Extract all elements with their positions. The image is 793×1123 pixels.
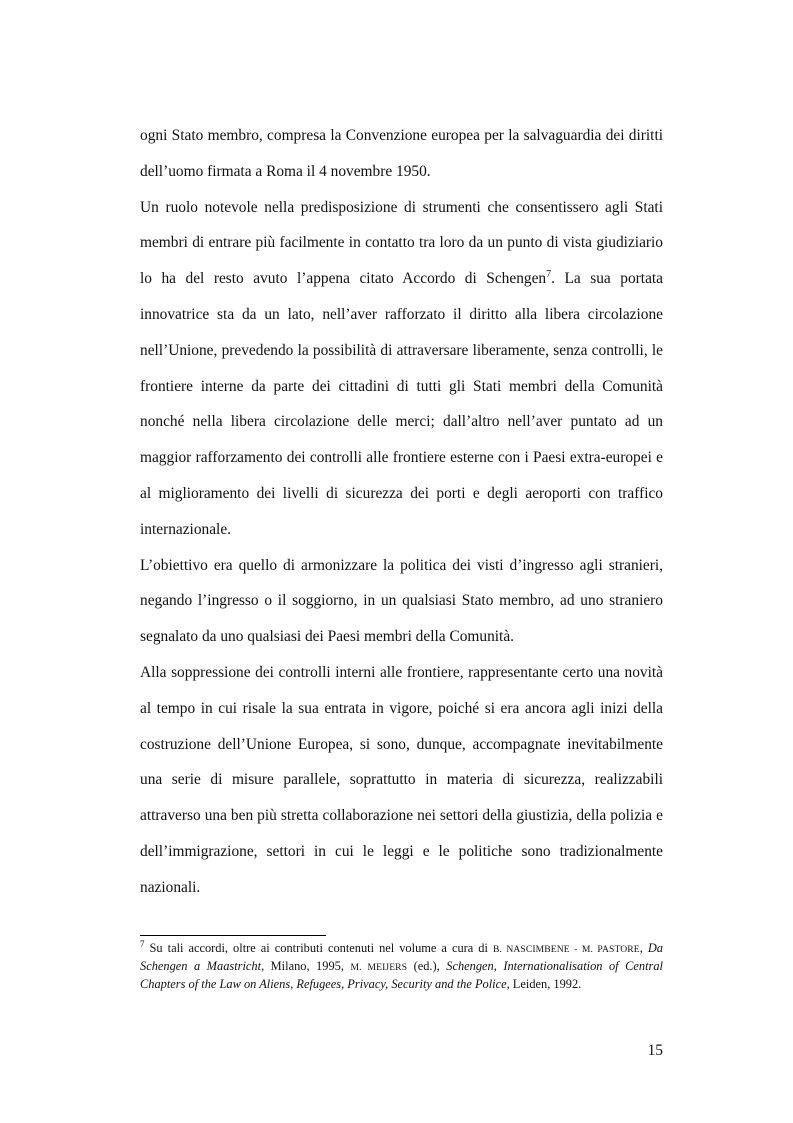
footnote-reference[interactable]: 7: [546, 269, 552, 281]
footnote-text-3: , Milano, 1995,: [261, 959, 351, 973]
footnote-author-1: B. NASCIMBENE - M. PASTORE: [492, 944, 640, 955]
paragraph-1: ogni Stato membro, compresa la Convenzione europea per la salvaguardia dei diritti dell’uomo firmata a Roma il 4 novembre 1950.: [140, 127, 663, 180]
footnote-title-1: Da Schengen a Maastricht: [140, 941, 663, 973]
paragraph-2-text-a: Un ruolo notevole nella predisposizione di strumenti che consentissero agli Stati membri di entrare più facilmente in contatto tra loro da un punto di vista giudiziario lo ha del resto avuto l’appena citato Accordo di Schengen: [140, 198, 663, 288]
footnote-divider: [140, 935, 326, 936]
body-text: [140, 118, 663, 906]
footnote-text-5: , Leiden, 1992.: [506, 977, 582, 991]
paragraph-4: Alla soppressione dei controlli interni alle frontiere, rappresentante certo una novità al tempo in cui risale la sua entrata in vigore, poiché si era ancora agli inizi della costruzione dell’Unione Europea, si sono, dunque, accompagnate inevitabilmente una serie di misure parallele, soprattutto in materia di sicurezza, realizzabili attraverso una ben più stretta collaborazione nei settori della giustizia, della polizia e dell’immigrazione, settori in cui le leggi e le politiche sono tradizionalmente nazionali.: [140, 663, 663, 896]
footnote-author-2: M. MEIJERS: [350, 962, 408, 973]
footnote-title-2: Schengen, Internationalisation of Central Chapters of the Law on Aliens, Refugees, Privacy, Security and the Police: [140, 959, 663, 991]
paragraph-2: [140, 190, 663, 548]
footnote-7: [140, 940, 663, 992]
paragraph-3: L’obiettivo era quello di armonizzare la politica dei visti d’ingresso agli stranieri, negando l’ingresso o il soggiorno, in un qualsiasi Stato membro, ad uno straniero segnalato da uno qualsiasi dei Paesi membri della Comunità.: [140, 556, 663, 646]
page-number: 15: [647, 1042, 663, 1059]
footnote-number: 7: [140, 938, 145, 949]
paragraph-2-text-b: . La sua portata innovatrice sta da un lato, nell’aver rafforzato il diritto alla libera circolazione nell’Unione, prevedendo la possibilità di attraversare liberamente, senza controlli, le frontiere interne da parte dei cittadini di tutti gli Stati membri della Comunità nonché nella libera circolazione delle merci; dall’altro nell’aver puntato ad un maggior rafforzamento dei controlli alle frontiere esterne con i Paesi extra-europei e al miglioramento dei livelli di sicurezza dei porti e degli aeroporti con traffico internazionale.: [140, 270, 664, 538]
footnote-text-1: Su tali accordi, oltre ai contributi contenuti nel volume a cura di: [144, 941, 493, 955]
footnote-text-4: (ed.),: [407, 959, 447, 973]
footnote-text-2: ,: [639, 941, 648, 955]
